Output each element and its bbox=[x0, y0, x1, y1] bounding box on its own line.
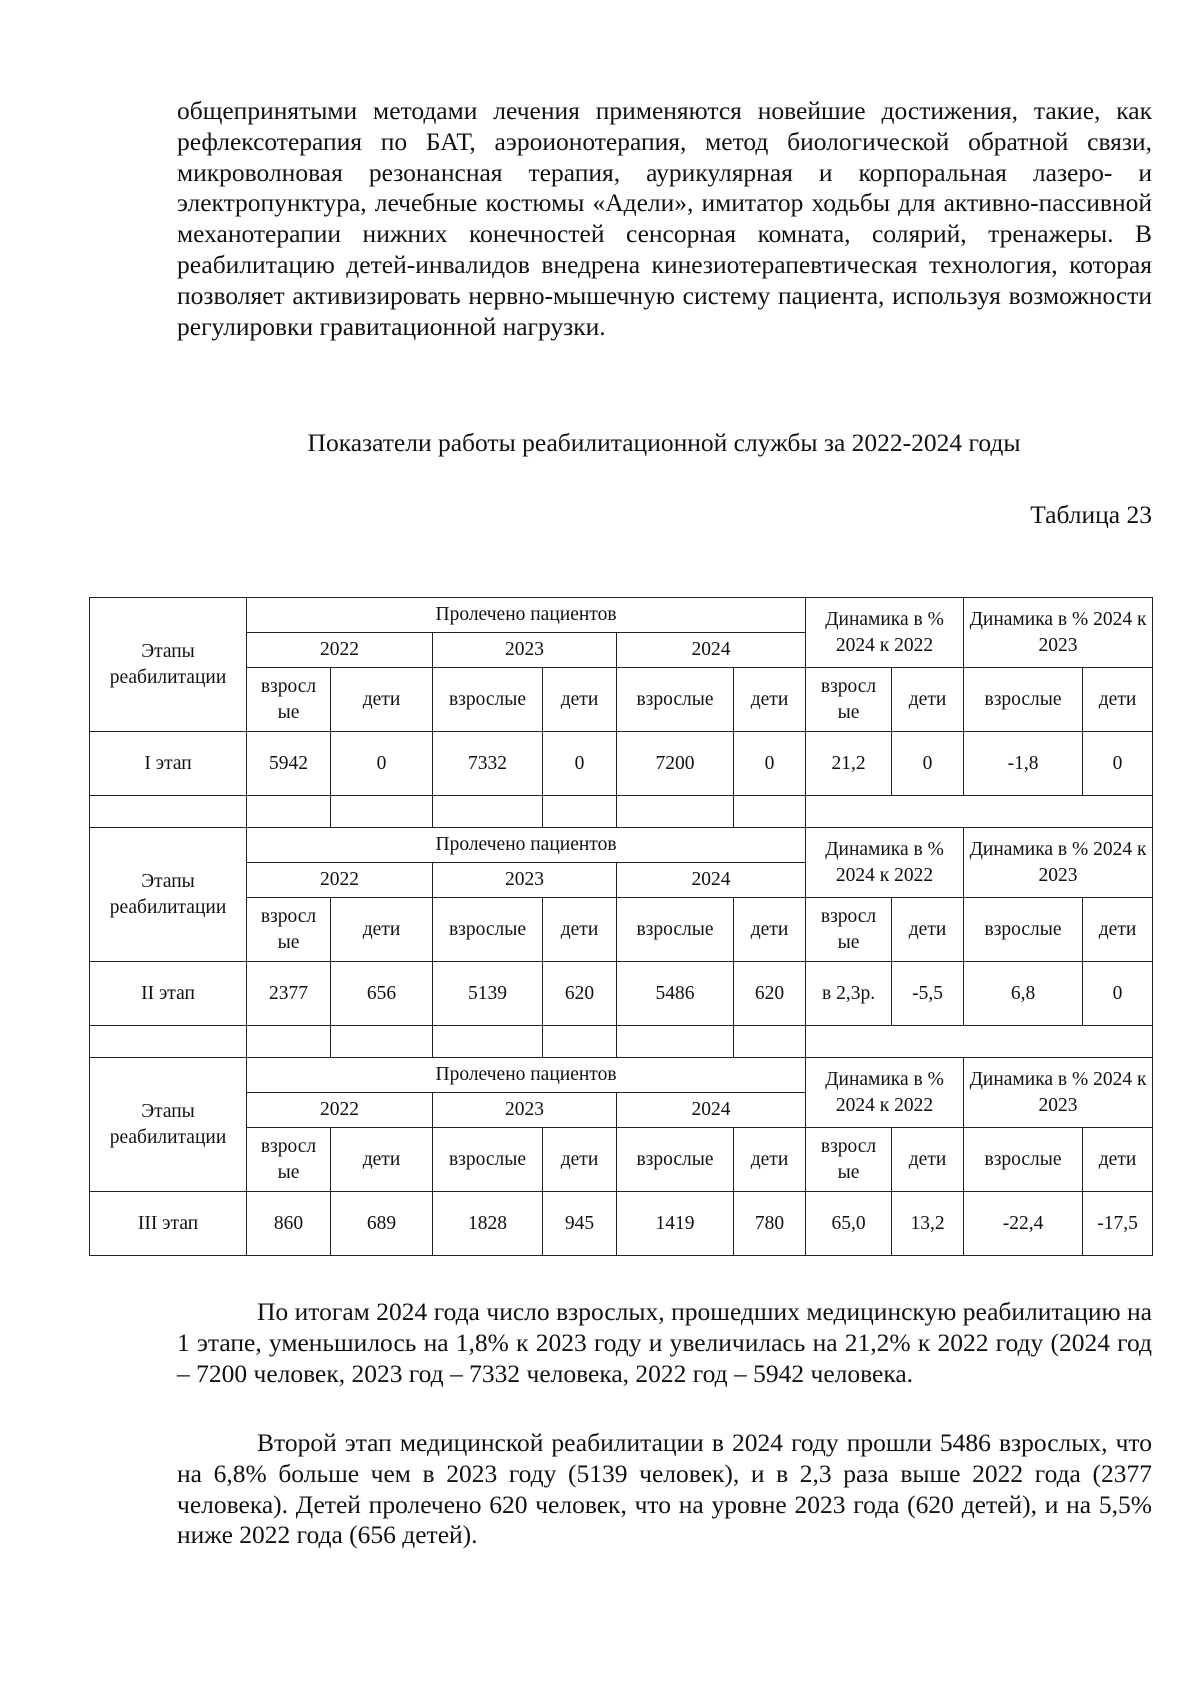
children-header: дети bbox=[892, 668, 964, 732]
children-header: дети bbox=[1083, 898, 1153, 962]
adults-header: взросл ые bbox=[247, 898, 331, 962]
table-cell: 6,8 bbox=[964, 962, 1083, 1026]
table-row bbox=[90, 962, 1153, 1026]
children-header: дети bbox=[892, 898, 964, 962]
adults-header: взрослые bbox=[964, 1128, 1083, 1192]
spacer-row bbox=[90, 1026, 1153, 1058]
dynamics-2023-header: Динамика в % 2024 к 2023 bbox=[964, 828, 1153, 898]
table-cell: -1,8 bbox=[964, 732, 1083, 796]
treated-header: Пролечено пациентов bbox=[247, 828, 806, 863]
adults-header: взрослые bbox=[617, 668, 734, 732]
empty-cell bbox=[734, 1026, 806, 1058]
table-cell: 1419 bbox=[617, 1192, 734, 1256]
adults-header: взросл ые bbox=[806, 1128, 892, 1192]
spacer-row bbox=[90, 796, 1153, 828]
empty-cell bbox=[247, 796, 331, 828]
table-cell: 656 bbox=[331, 962, 433, 1026]
table-row bbox=[90, 1192, 1153, 1256]
table-body bbox=[90, 598, 1153, 1256]
table-cell: -17,5 bbox=[1083, 1192, 1153, 1256]
dynamics-2022-header: Динамика в % 2024 к 2022 bbox=[806, 598, 964, 668]
stage-name: II этап bbox=[90, 962, 247, 1026]
rehab-indicators-table bbox=[89, 597, 1153, 1256]
year-header: 2022 bbox=[247, 1093, 433, 1128]
adults-header: взрослые bbox=[964, 898, 1083, 962]
stage-header: Этапы реабилитации bbox=[90, 598, 247, 732]
empty-cell bbox=[543, 796, 617, 828]
year-header: 2024 bbox=[617, 1093, 806, 1128]
header-row bbox=[90, 828, 1153, 863]
empty-cell bbox=[806, 1026, 1153, 1058]
dynamics-2022-header: Динамика в % 2024 к 2022 bbox=[806, 1058, 964, 1128]
table-cell: 0 bbox=[1083, 962, 1153, 1026]
empty-cell bbox=[806, 796, 1153, 828]
children-header: дети bbox=[734, 668, 806, 732]
table-cell: 945 bbox=[543, 1192, 617, 1256]
adults-header: взросл ые bbox=[806, 668, 892, 732]
table-cell: 7332 bbox=[433, 732, 543, 796]
table-row bbox=[90, 732, 1153, 796]
table-cell: 0 bbox=[892, 732, 964, 796]
children-header: дети bbox=[543, 1128, 617, 1192]
table-cell: 5942 bbox=[247, 732, 331, 796]
table-number: Таблица 23 bbox=[1030, 500, 1152, 529]
children-header: дети bbox=[543, 668, 617, 732]
empty-cell bbox=[543, 1026, 617, 1058]
table-cell: -22,4 bbox=[964, 1192, 1083, 1256]
intro-paragraph: общепринятыми методами лечения применяются новейшие достижения, такие, как рефлексотерапия по БАТ, аэроионотерапия, метод биологической обратной связи, микроволновая резонансная терапия, аурикулярная и корпоральная лазеро- и электропунктура, лечебные костюмы «Адели», имитатор ходьбы для активно-пассивной механотерапии нижних конечностей сенсорная комната, солярий, тренажеры. В реабилитацию детей-инвалидов внедрена кинезиотерапевтическая технология, которая позволяет активизировать нервно-мышечную систему пациента, используя возможности регулировки гравитационной нагрузки. bbox=[177, 96, 1152, 341]
table-cell: 689 bbox=[331, 1192, 433, 1256]
table-cell: -5,5 bbox=[892, 962, 964, 1026]
treated-header: Пролечено пациентов bbox=[247, 1058, 806, 1093]
adults-header: взросл ые bbox=[806, 898, 892, 962]
empty-cell bbox=[734, 796, 806, 828]
children-header: дети bbox=[331, 898, 433, 962]
year-header: 2022 bbox=[247, 633, 433, 668]
table-cell: 65,0 bbox=[806, 1192, 892, 1256]
children-header: дети bbox=[734, 1128, 806, 1192]
adults-header: взрослые bbox=[964, 668, 1083, 732]
children-header: дети bbox=[1083, 1128, 1153, 1192]
table-cell: 0 bbox=[543, 732, 617, 796]
adults-header: взрослые bbox=[617, 898, 734, 962]
table-cell: 21,2 bbox=[806, 732, 892, 796]
adults-header: взрослые bbox=[433, 898, 543, 962]
empty-cell bbox=[433, 1026, 543, 1058]
empty-cell bbox=[247, 1026, 331, 1058]
year-header: 2023 bbox=[433, 1093, 617, 1128]
children-header: дети bbox=[331, 1128, 433, 1192]
header-row bbox=[90, 598, 1153, 633]
adults-header: взрослые bbox=[433, 1128, 543, 1192]
table-cell: 620 bbox=[543, 962, 617, 1026]
table-cell: 5139 bbox=[433, 962, 543, 1026]
stage-name: I этап bbox=[90, 732, 247, 796]
year-header: 2022 bbox=[247, 863, 433, 898]
empty-cell bbox=[433, 796, 543, 828]
summary-paragraph-stage2: Второй этап медицинской реабилитации в 2024 году прошли 5486 взрослых, что на 6,8% больше чем в 2023 году (5139 человек), и в 2,3 раза выше 2022 года (2377 человека). Детей пролечено 620 человек, что на уровне 2023 года (620 детей), и на 5,5% ниже 2022 года (656 детей). bbox=[177, 1428, 1152, 1550]
table-cell: 2377 bbox=[247, 962, 331, 1026]
stage-name: III этап bbox=[90, 1192, 247, 1256]
dynamics-2023-header: Динамика в % 2024 к 2023 bbox=[964, 598, 1153, 668]
table-cell: в 2,3р. bbox=[806, 962, 892, 1026]
empty-cell bbox=[617, 1026, 734, 1058]
adults-header: взросл ые bbox=[247, 668, 331, 732]
table-cell: 5486 bbox=[617, 962, 734, 1026]
table-cell: 0 bbox=[734, 732, 806, 796]
header-row bbox=[90, 1058, 1153, 1093]
table-cell: 0 bbox=[1083, 732, 1153, 796]
table-cell: 780 bbox=[734, 1192, 806, 1256]
year-header: 2024 bbox=[617, 633, 806, 668]
treated-header: Пролечено пациентов bbox=[247, 598, 806, 633]
children-header: дети bbox=[1083, 668, 1153, 732]
children-header: дети bbox=[543, 898, 617, 962]
group-row bbox=[90, 1128, 1153, 1192]
empty-cell bbox=[90, 796, 247, 828]
empty-cell bbox=[331, 1026, 433, 1058]
group-row bbox=[90, 898, 1153, 962]
empty-cell bbox=[90, 1026, 247, 1058]
dynamics-2023-header: Динамика в % 2024 к 2023 bbox=[964, 1058, 1153, 1128]
year-header: 2023 bbox=[433, 633, 617, 668]
table-cell: 860 bbox=[247, 1192, 331, 1256]
children-header: дети bbox=[892, 1128, 964, 1192]
table-cell: 7200 bbox=[617, 732, 734, 796]
table-cell: 1828 bbox=[433, 1192, 543, 1256]
empty-cell bbox=[617, 796, 734, 828]
adults-header: взросл ые bbox=[247, 1128, 331, 1192]
adults-header: взрослые bbox=[433, 668, 543, 732]
stage-header: Этапы реабилитации bbox=[90, 828, 247, 962]
adults-header: взрослые bbox=[617, 1128, 734, 1192]
stage-header: Этапы реабилитации bbox=[90, 1058, 247, 1192]
children-header: дети bbox=[734, 898, 806, 962]
table-cell: 13,2 bbox=[892, 1192, 964, 1256]
table-cell: 620 bbox=[734, 962, 806, 1026]
table-caption: Показатели работы реабилитационной службы за 2022-2024 годы bbox=[307, 428, 1021, 457]
table-cell: 0 bbox=[331, 732, 433, 796]
summary-paragraph-stage1: По итогам 2024 года число взрослых, прошедших медицинскую реабилитацию на 1 этапе, уменьшилось на 1,8% к 2023 году и увеличилась на 21,2% к 2022 году (2024 год – 7200 человек, 2023 год – 7332 человека, 2022 год – 5942 человека. bbox=[177, 1297, 1152, 1388]
children-header: дети bbox=[331, 668, 433, 732]
year-header: 2024 bbox=[617, 863, 806, 898]
dynamics-2022-header: Динамика в % 2024 к 2022 bbox=[806, 828, 964, 898]
year-header: 2023 bbox=[433, 863, 617, 898]
group-row bbox=[90, 668, 1153, 732]
empty-cell bbox=[331, 796, 433, 828]
